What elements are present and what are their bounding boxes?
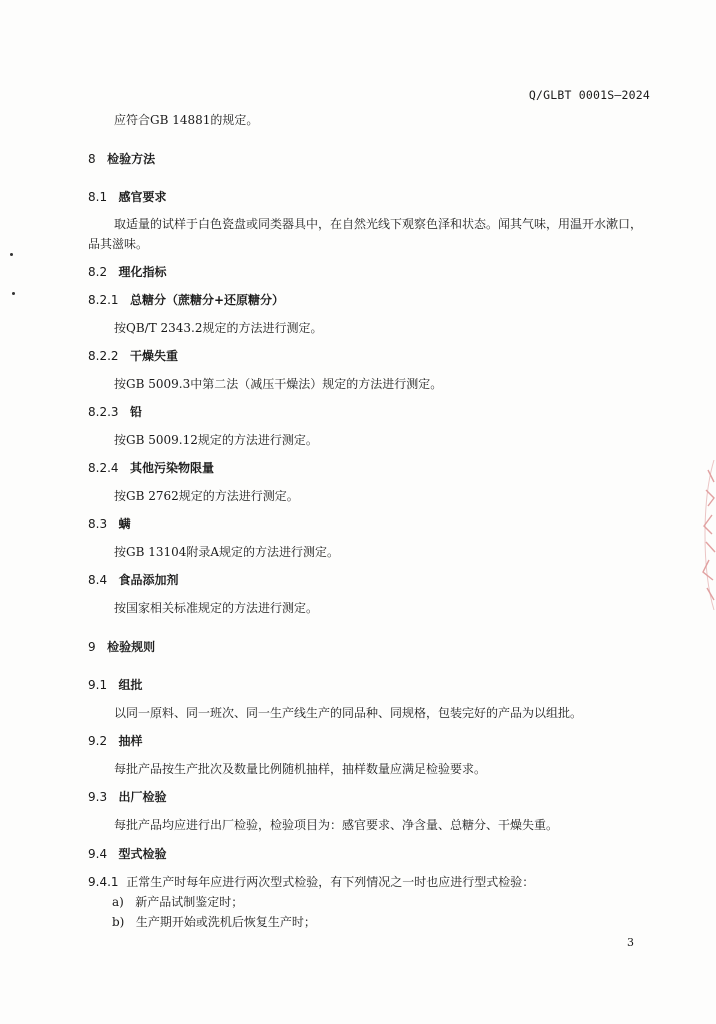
clause-number: 9.4.1: [88, 875, 119, 889]
list-item-text: 新产品试制鉴定时；: [135, 895, 244, 909]
section-heading: [88, 845, 167, 862]
section-heading: [88, 459, 214, 476]
section-number: 8.2.2: [88, 349, 119, 363]
page-number: 3: [627, 936, 634, 949]
clause: [88, 873, 534, 890]
section-title: 铅: [130, 405, 143, 419]
section-title: 干燥失重: [130, 349, 179, 363]
seal-stamp-edge: [694, 460, 716, 610]
section-title: 食品添加剂: [118, 573, 179, 587]
section-number: 8.2.4: [88, 461, 119, 475]
paragraph: 按GB 5009.3中第二法（减压干燥法）规定的方法进行测定。: [114, 377, 443, 391]
scan-mark: [12, 292, 15, 295]
section-heading: [88, 188, 167, 205]
paragraph: 按GB 5009.12规定的方法进行测定。: [114, 433, 318, 447]
scan-mark: [10, 253, 13, 256]
paragraph: 按国家相关标准规定的方法进行测定。: [114, 601, 319, 615]
paragraph: 品其滋味。: [88, 237, 149, 251]
section-heading: [88, 732, 143, 749]
section-title: 出厂检验: [118, 790, 167, 804]
section-heading: [88, 571, 179, 588]
section-title: 抽样: [118, 734, 143, 748]
paragraph: 以同一原料、同一班次、同一生产线生产的同品种、同规格，包装完好的产品为以组批。: [114, 706, 583, 720]
section-heading: [88, 263, 167, 280]
section-heading: [88, 638, 155, 655]
list-item: [112, 913, 316, 930]
list-marker: b): [112, 915, 125, 929]
section-title: 总糖分（蔗糖分+还原糖分）: [130, 293, 285, 307]
standard-code: Q/GLBT 0001S—2024: [528, 88, 650, 102]
section-title: 螨: [118, 517, 131, 531]
list-item: [112, 893, 243, 910]
section-number: 8.3: [88, 517, 108, 531]
list-item-text: 生产期开始或洗机后恢复生产时；: [135, 915, 316, 929]
section-number: 8: [88, 152, 96, 166]
paragraph: 按GB 13104附录A规定的方法进行测定。: [114, 545, 340, 559]
section-number: 9.2: [88, 734, 108, 748]
section-title: 检验规则: [107, 640, 156, 654]
section-heading: [88, 347, 178, 364]
section-number: 8.2.1: [88, 293, 119, 307]
section-heading: [88, 515, 131, 532]
section-number: 9.4: [88, 847, 108, 861]
section-title: 型式检验: [118, 847, 167, 861]
section-number: 9: [88, 640, 96, 654]
section-title: 理化指标: [118, 265, 167, 279]
section-heading: [88, 150, 155, 167]
section-number: 8.4: [88, 573, 108, 587]
paragraph: 按QB/T 2343.2规定的方法进行测定。: [114, 321, 323, 335]
section-number: 8.2: [88, 265, 108, 279]
section-heading: [88, 403, 142, 420]
section-title: 组批: [118, 678, 143, 692]
paragraph: 应符合GB 14881的规定。: [114, 113, 259, 127]
paragraph: 每批产品按生产批次及数量比例随机抽样，抽样数量应满足检验要求。: [114, 762, 487, 776]
paragraph: 取适量的试样于白色瓷盘或同类器具中，在自然光线下观察色泽和状态。闻其气味，用温开水漱口，: [114, 217, 643, 231]
section-number: 9.3: [88, 790, 108, 804]
section-heading: [88, 788, 167, 805]
section-number: 9.1: [88, 678, 108, 692]
section-title: 检验方法: [107, 152, 156, 166]
list-marker: a): [112, 895, 124, 909]
section-heading: [88, 291, 284, 308]
section-title: 感官要求: [118, 190, 167, 204]
paragraph: 按GB 2762规定的方法进行测定。: [114, 489, 299, 503]
section-number: 8.1: [88, 190, 108, 204]
section-heading: [88, 676, 143, 693]
section-title: 其他污染物限量: [130, 461, 215, 475]
clause-text: 正常生产时每年应进行两次型式检验，有下列情况之一时也应进行型式检验：: [126, 875, 535, 889]
section-number: 8.2.3: [88, 405, 119, 419]
paragraph: 每批产品均应进行出厂检验，检验项目为：感官要求、净含量、总糖分、干燥失重。: [114, 818, 559, 832]
